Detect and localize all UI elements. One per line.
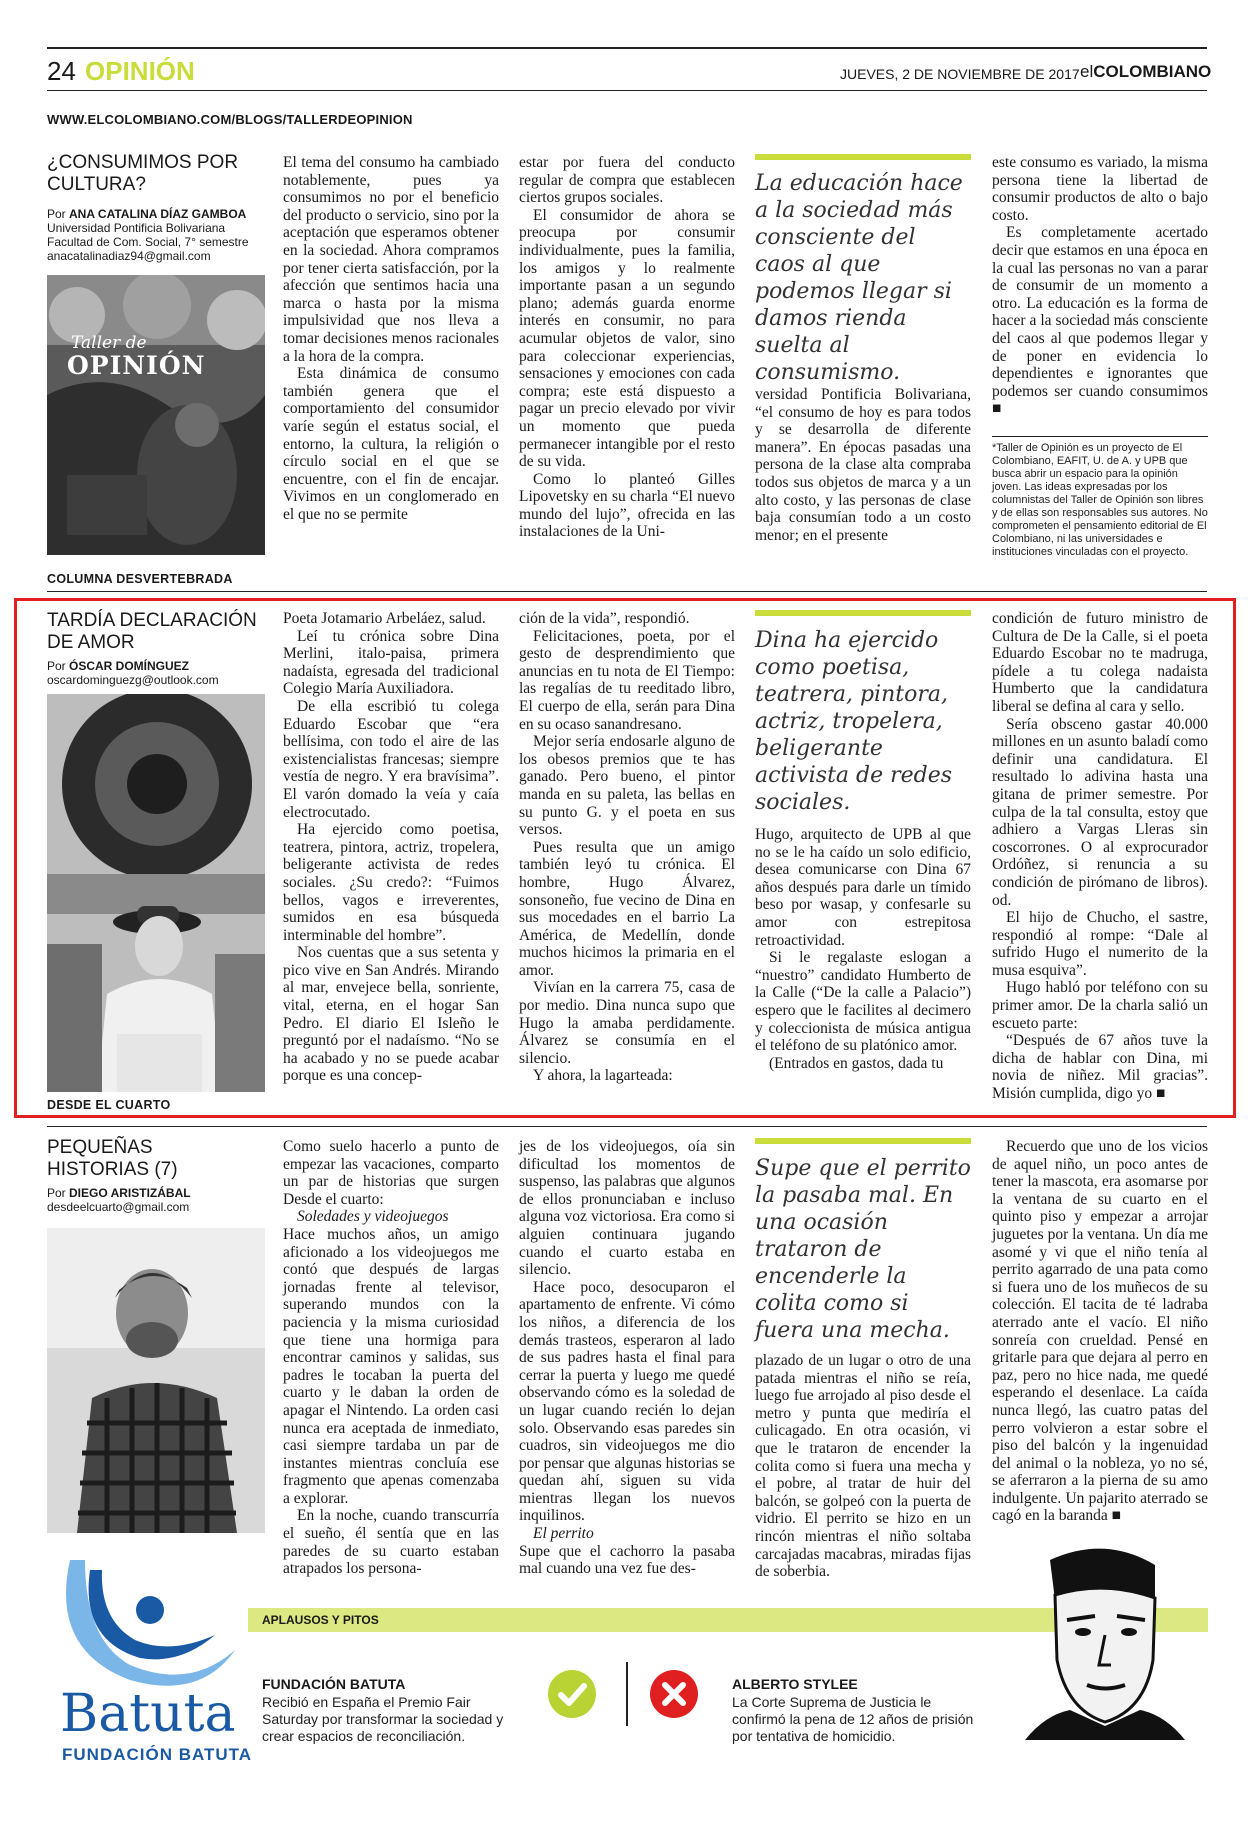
alberto-stylee-illustration xyxy=(1005,1540,1205,1740)
author-photo-diego xyxy=(47,1228,265,1533)
article2-col4 xyxy=(992,610,1208,1103)
paragraph: Si le regalaste eslogan a “nuestro” candidato Humberto de la Calle (“De la calle a Palacio”) espero que le facilites al decimero y coleccionista de música antigua el teléfono de su platónico amor. xyxy=(755,949,971,1055)
author-portrait xyxy=(47,694,265,1092)
article1-byline xyxy=(47,207,277,263)
article2-pull-quote: Dina ha ejercido como poetisa, teatrera, pintora, actriz, tropelera, beligerante activista de redes sociales. xyxy=(755,628,953,815)
newspaper-logo xyxy=(1080,62,1211,82)
paragraph: Hugo habló por teléfono con su primer amor. De la charla salió un escueto parte: xyxy=(992,979,1208,1032)
applause-check-icon xyxy=(548,1670,596,1718)
article2-byline xyxy=(47,659,277,687)
article1-title: ¿CONSUMIMOS POR CULTURA? xyxy=(47,152,239,195)
article3-col4 xyxy=(992,1138,1208,1525)
paragraph: Mejor sería endosarle alguno de los obesos premios que te has ganado. Pero bueno, el pintor manda en su paleta, las bellas en su punto G. y el poeta en sus versos. xyxy=(519,733,735,839)
whistle-x-icon xyxy=(650,1670,698,1718)
article3-col3 xyxy=(755,1352,971,1581)
paragraph: Supe que el cachorro la pasaba mal cuando una vez fue des- xyxy=(519,1542,735,1578)
paragraph: (Entrados en gastos, dada tu xyxy=(769,1054,944,1072)
paragraph: Recuerdo que uno de los vicios de aquel niño, un poco antes de tener la mascota, era asomarse por la ventana de su cuarto en el quinto piso y empezar a arrojar juguetes por la ventana. Un día me asomé y vi que el niño tenía al perrito agarrado de una pata como si fuera uno de los muñecos de su colección. El tacita de té ladraba aterrado ante el vacío. El niño sonreía con crueldad. Pensé en gritarle para que dejara al perro en paz, pero no hice nada, me quedé esperando el desenlace. La caída nunca llegó, las cuatro patas del perro volvieron a estar sobre el piso del balcón y la ingenuidad del animal o la nobleza, yo no sé, se aferraron a la pierna de su amo indulgente. Un pajarito aterrado se cagó en la baranda ■ xyxy=(992,1138,1208,1525)
paragraph: Y ahora, la lagarteada: xyxy=(533,1067,673,1085)
whistle-name: ALBERTO STYLEE xyxy=(732,1676,858,1692)
author-portrait xyxy=(47,1228,265,1533)
article3-col2 xyxy=(519,1138,735,1578)
pull-quote-rule xyxy=(755,610,971,616)
paragraph: Hace poco, desocuparon el apartamento de enfrente. Vi cómo los niños, a diferencia de los demás trasteos, esperaron al lado de sus padres hasta el final para cerrar la puerta y luego me quedé observando cómo es la soledad de un lugar cuando recién lo dejan solo. Observando esas paredes sin cuadros, sin videojuegos me dio por pensar que algunas historias se quedan ahí, siguen su vida mientras llegan los nuevos inquilinos. xyxy=(519,1278,735,1525)
paragraph: jes de los videojuegos, oía sin dificultad los momentos de suspenso, las palabras que algunos de ellos pronunciaban e incluso alguna voz victoriosa. Era como si alguien continuara jugando cuando el cuarto estaba en silencio. xyxy=(519,1138,735,1279)
article3-byline xyxy=(47,1186,277,1214)
note-rule xyxy=(992,436,1208,437)
paragraph: Hugo, arquitecto de UPB al que no se le ha caído un solo edificio, desea comunicarse con Dina 67 años después para darle un tímido beso por wasap, y confesarle su amor con estrepitosa retroactividad. xyxy=(755,826,971,949)
paragraph: Nos cuentas que a sus setenta y pico vive en San Andrés. Mirando al mar, envejece bella, sonriente, vital, eterna, en el hogar San Pedro. El diario El Isleño le preguntó por el nadaísmo. “No se ha acabado y no se puede acabar porque es una concep- xyxy=(283,944,499,1085)
paragraph: En la noche, cuando transcurría el sueño, él sentía que en las paredes de su cuarto estaban atrapados los persona- xyxy=(283,1507,499,1578)
paragraph: plazado de un lugar o otro de una patada mientras el niño se reía, luego fue arrojado al piso desde el metro y punta que mediría el culicagado. En otra ocasión, vi que le trataron de encender la colita como si fuera una mecha y el pobre, al tratar de huir del balcón, se golpeó con la puerta de vidrio. El perrito se hizo en un rincón mientras el niño soltaba carcajadas macabras, miradas fijas de soberbia. xyxy=(755,1352,971,1581)
paragraph: Vivían en la carrera 75, casa de por medio. Dina nunca supo que Hugo la amaba perdidamente. Álvarez se consumía en el silencio. xyxy=(519,979,735,1067)
paragraph: estar por fuera del conducto regular de compra que establecen ciertos grupos sociales. xyxy=(519,154,735,207)
author-name: ANA CATALINA DÍAZ GAMBOA xyxy=(69,207,247,221)
section-name: OPINIÓN xyxy=(85,56,195,86)
section-divider xyxy=(47,1126,1207,1127)
applause-text: Recibió en España el Premio Fair Saturday por transformar la sociedad y crear espacios de reconciliación. xyxy=(262,1694,504,1744)
taller-opinion-note: *Taller de Opinión es un proyecto de El Colombiano, EAFIT, U. de A. y UPB que busca abrir un espacio para la opinión joven. Las ideas expresadas por los columnistas del Taller de Opinión son libres y de ellas son responsables sus autores. No comprometen el pensamiento editorial de El Colombiano, ni las universidades e instituciones vinculadas con el proyecto. xyxy=(992,442,1208,558)
article2-col3 xyxy=(755,826,971,1072)
paragraph: De ella escribió tu colega Eduardo Escobar que “era bellísima, con todo el aire de las existencialistas francesas; siempre vestía de negro. Y era bravísima”. El varón domado la veía y caía electrocutado. xyxy=(283,697,499,821)
batuta-logo-text: Batuta xyxy=(60,1684,236,1744)
paragraph: condición de futuro ministro de Cultura de De la Calle, si el poeta Eduardo Escobar no te madruga, pídele a tu colega nadaista Humberto que la candidatura liberal se defina al cara y sello. xyxy=(992,610,1208,715)
brand-prefix: el xyxy=(1080,62,1094,81)
paragraph: Esta dinámica de consumo también genera que el comportamiento del consumidor varíe según el estatus social, el entorno, la cultura, la religión o círculo social en el que se encuentre, con el fin de encajar. Vivimos en un conglomerado en el que no se permite xyxy=(283,365,499,523)
article1-col3 xyxy=(755,386,971,544)
article3-col1 xyxy=(283,1138,499,1578)
article1-col1 xyxy=(283,154,499,523)
paragraph: Poeta Jotamario Arbeláez, salud. xyxy=(283,610,486,627)
paragraph: “Después de 67 años tuve la dicha de hablar con Dina, mi novia de niñez. Mil gracias”. Misión cumplida, digo yo ■ xyxy=(992,1032,1208,1103)
applause-name: FUNDACIÓN BATUTA xyxy=(262,1676,406,1692)
article3-title: PEQUEÑAS HISTORIAS (7) xyxy=(47,1137,178,1180)
taller-opinion-image xyxy=(47,275,265,555)
author-photo-oscar xyxy=(47,694,265,1092)
paragraph: El consumidor de ahora se preocupa por consumir individualmente, pues la familia, los amigos y lo realmente importante pasan a un segundo plano; además guarda enorme interés en consumir, no para acumular objetos de valor, sino para coleccionar experiencias, sensaciones y emociones con cada compra; este está dispuesto a pagar un precio elevado por vivir un momento que pueda permanecer intangible por el resto de su vida. xyxy=(519,206,735,471)
paragraph: ción de la vida”, respondió. xyxy=(519,610,690,627)
author-email[interactable]: desdeelcuarto@gmail.com xyxy=(47,1200,190,1214)
paragraph: este consumo es variado, la misma persona tiene la libertad de consumir productos de alto o bajo costo. xyxy=(992,154,1208,224)
article2-col1 xyxy=(283,610,499,1085)
batuta-logo-sub: FUNDACIÓN BATUTA xyxy=(62,1745,253,1764)
author-email[interactable]: anacatalinadiaz94@gmail.com xyxy=(47,249,211,263)
pull-quote-rule xyxy=(755,1138,971,1144)
header-top-rule xyxy=(47,47,1207,49)
article1-col4 xyxy=(992,154,1208,418)
paragraph: Como lo planteó Gilles Lipovetsky en su charla “El nuevo mundo del lujo”, ofrecida en las instalaciones de la Uni- xyxy=(519,470,735,541)
paragraph: El tema del consumo ha cambiado notablemente, pues ya consumimos no por el beneficio del producto o servicio, sino por la aceptación que esperamos obtener en la sociedad. Ahora compramos por tener cierta satisfacción, por la afección que sentimos hacia una marca o hasta por la misma impulsividad que nos lleva a tomar decisiones menos racionales a la hora de la compra. xyxy=(283,154,499,365)
portrait-illustration-icon xyxy=(1005,1540,1205,1740)
paragraph: Es completamente acertado decir que estamos en una época en la cual las personas no van a parar de consumir de un momento a otro. La educación es la forma de hacer a la sociedad más consciente del caos al que podemos llegar y de poner en evidencia lo dependientes e ignorantes que podemos ser cuando consumimos ■ xyxy=(992,224,1208,418)
article3-pull-quote: Supe que el perrito la pasaba mal. En una ocasión trataron de encenderle la colita como si fuera una mecha. xyxy=(755,1156,971,1343)
by-prefix: Por xyxy=(47,207,70,221)
article2-title: TARDÍA DECLARACIÓN DE AMOR xyxy=(47,610,257,653)
paragraph: Ha ejercido como poetisa, teatrera, pintora, actriz, tropelera, beligerante activista de redes sociales. ¿Su credo?: “Fuimos bellos, vagos e irreverentes, sumidos en esa búsqueda interminable del hombre”. xyxy=(283,821,499,944)
column-label: DESDE EL CUARTO xyxy=(47,1098,171,1112)
column-label: COLUMNA DESVERTEBRADA xyxy=(47,572,233,586)
author-affiliation: Facultad de Com. Social, 7° semestre xyxy=(47,235,249,249)
aplausos-label: APLAUSOS Y PITOS xyxy=(262,1613,379,1627)
issue-date: JUEVES, 2 DE NOVIEMBRE DE 2017 xyxy=(840,66,1080,82)
image-caption-small: Taller de xyxy=(71,333,147,353)
section-divider xyxy=(47,591,1207,592)
paragraph: Sería obsceno gastar 40.000 millones en un asunto baladí como definir una candidatura. El resultado lo adivina hasta una gitana de primer semestre. Por culpa de la tal consulta, estoy que adhiero a Vargas Lleras sin coscorrones. O al exprocurador Ordóñez, si renuncia a su condición de pirómano de libros). od. xyxy=(992,715,1208,909)
article1-col2 xyxy=(519,154,735,541)
award-separator xyxy=(626,1662,628,1726)
author-affiliation: Universidad Pontificia Bolivariana xyxy=(47,221,226,235)
page-number: 24 xyxy=(47,56,76,86)
by-prefix: Por xyxy=(47,659,70,673)
paragraph: Leí tu crónica sobre Dina Merlini, italo-paisa, primera nadaísta, egresada del tradicional Colegio María Auxiliadora. xyxy=(283,627,499,698)
paragraph: Hace muchos años, un amigo aficionado a los videojuegos me contó que después de largas jornadas frente al televisor, superando mundos con la paciencia y la misma curiosidad que tiene una hormiga para encontrar caminos y salidas, sus padres le tocaban la puerta del cuarto y le daban la orden de apagar el Nintendo. La orden casi nunca era aceptada de inmediato, casi siempre tardaba un par de instantes mientras concluía ese fragmento que apenas comenzaba a explorar. xyxy=(283,1225,499,1507)
paragraph: versidad Pontificia Bolivariana, “el consumo de hoy es para todos y se desarrolla de diferente manera”. En épocas pasadas una persona de la clase alta compraba todos sus objetos de marca y a un alto costo, y las personas de clase baja consumían todo a un costo menor; en el presente xyxy=(755,386,971,544)
paragraph: Como suelo hacerlo a punto de empezar las vacaciones, comparto un par de historias que surgen Desde el cuarto: xyxy=(283,1138,499,1208)
article1-pull-quote: La educación hace a la sociedad más consciente del caos al que podemos llegar si damos rienda suelta al consumismo. xyxy=(755,171,963,385)
author-name: DIEGO ARISTIZÁBAL xyxy=(69,1186,191,1200)
paragraph: Felicitaciones, poeta, por el gesto de desprendimiento que anuncias en tu nota de El Tiempo: las regalías de tu reeditado libro, El cuerpo de ella, serán para Dina en su ocaso sanandresano. xyxy=(519,627,735,733)
paragraph: Pues resulta que un amigo también leyó tu crónica. El hombre, Hugo Álvarez, sonsoneño, fue vecino de Dina en sus mocedades en el barrio La América, de Medellín, donde muchos hicimos la primaria en el amor. xyxy=(519,838,735,979)
by-prefix: Por xyxy=(47,1186,70,1200)
subheading: El perrito xyxy=(533,1525,594,1543)
pull-quote-rule xyxy=(755,154,971,160)
blog-url[interactable]: WWW.ELCOLOMBIANO.COM/BLOGS/TALLERDEOPINION xyxy=(47,112,413,127)
author-email[interactable]: oscardominguezg@outlook.com xyxy=(47,673,219,687)
article2-col2 xyxy=(519,610,735,1085)
image-caption-big: OPINIÓN xyxy=(67,351,206,380)
brand-name: COLOMBIANO xyxy=(1093,62,1212,81)
taller-opinion-illustration xyxy=(47,275,265,555)
paragraph: El hijo de Chucho, el sastre, respondió al rompe: “Dale al sufrido Hugo el numerito de la musa esquiva”. xyxy=(992,909,1208,979)
author-name: ÓSCAR DOMÍNGUEZ xyxy=(69,659,190,673)
subheading: Soledades y videojuegos xyxy=(297,1208,449,1226)
header-rule xyxy=(47,90,1207,91)
whistle-text: La Corte Suprema de Justicia le confirmó la pena de 12 años de prisión por tentativa de homicidio. xyxy=(732,1694,974,1744)
